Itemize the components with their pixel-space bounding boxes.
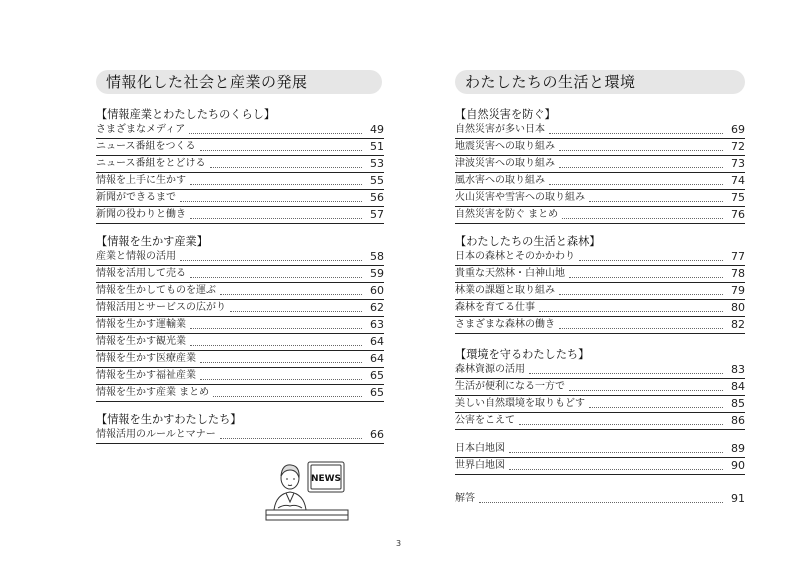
leader-dots bbox=[210, 167, 363, 168]
entry-title: 風水害への取り組み bbox=[455, 175, 545, 186]
toc-entry[interactable] bbox=[455, 413, 745, 430]
entry-title: 地震災害への取り組み bbox=[455, 141, 555, 152]
entry-page: 64 bbox=[370, 335, 384, 348]
entry-title: 貴重な天然林・白神山地 bbox=[455, 268, 565, 279]
toc-entry[interactable] bbox=[96, 351, 384, 368]
news-sign-text: NEWS bbox=[310, 474, 342, 484]
entry-page: 75 bbox=[731, 191, 745, 204]
toc-entry[interactable] bbox=[96, 385, 384, 402]
toc-entry[interactable] bbox=[455, 379, 745, 396]
toc-entry[interactable] bbox=[96, 334, 384, 351]
toc-entry[interactable] bbox=[455, 249, 745, 266]
entry-title: ニュース番組をつくる bbox=[96, 141, 196, 152]
entry-page: 83 bbox=[731, 363, 745, 376]
leader-dots bbox=[549, 133, 723, 134]
leader-dots bbox=[579, 260, 723, 261]
entry-page: 66 bbox=[370, 428, 384, 441]
toc-entry[interactable] bbox=[455, 207, 745, 224]
toc-entry[interactable] bbox=[455, 300, 745, 317]
left-section-1 bbox=[96, 107, 384, 224]
entry-title: 産業と情報の活用 bbox=[96, 251, 176, 262]
toc-entry[interactable] bbox=[455, 122, 745, 139]
entry-page: 57 bbox=[370, 208, 384, 221]
leader-dots bbox=[213, 396, 362, 397]
entry-title: 情報を生かす運輸業 bbox=[96, 319, 186, 330]
leader-dots bbox=[189, 133, 362, 134]
leader-dots bbox=[559, 328, 723, 329]
right-chapter-title: わたしたちの生活と環境 bbox=[455, 70, 745, 94]
toc-entry[interactable] bbox=[455, 283, 745, 300]
entry-page: 60 bbox=[370, 284, 384, 297]
right-section-maps bbox=[455, 441, 745, 475]
entry-title: 情報活用とサービスの広がり bbox=[96, 302, 226, 313]
toc-entry[interactable] bbox=[455, 156, 745, 173]
leader-dots bbox=[200, 150, 363, 151]
entry-title: 情報を生かす産業 まとめ bbox=[96, 387, 210, 398]
entry-page: 65 bbox=[370, 386, 384, 399]
leader-dots bbox=[539, 311, 723, 312]
entry-title: 情報を上手に生かす bbox=[96, 175, 186, 186]
entry-page: 64 bbox=[370, 352, 384, 365]
toc-entry[interactable] bbox=[455, 190, 745, 207]
entry-title: 情報活用のルールとマナー bbox=[96, 429, 216, 440]
leader-dots bbox=[230, 311, 362, 312]
toc-entry[interactable] bbox=[455, 266, 745, 283]
entry-title: 林業の課題と取り組み bbox=[455, 285, 555, 296]
left-chapter-title: 情報化した社会と産業の発展 bbox=[96, 70, 382, 94]
entry-page: 65 bbox=[370, 369, 384, 382]
news-anchor-illustration bbox=[264, 458, 350, 524]
leader-dots bbox=[190, 218, 362, 219]
toc-entry[interactable] bbox=[96, 266, 384, 283]
entry-page: 56 bbox=[370, 191, 384, 204]
entry-title: 火山災害や雪害への取り組み bbox=[455, 192, 585, 203]
entry-page: 77 bbox=[731, 250, 745, 263]
leader-dots bbox=[479, 502, 723, 503]
entry-title: 森林資源の活用 bbox=[455, 364, 525, 375]
leader-dots bbox=[559, 167, 723, 168]
toc-entry[interactable] bbox=[455, 173, 745, 190]
entry-title: 森林を育てる仕事 bbox=[455, 302, 535, 313]
section-heading: 【自然災害を防ぐ】 bbox=[455, 108, 556, 121]
page-number: 3 bbox=[396, 539, 402, 548]
entry-page: 84 bbox=[731, 380, 745, 393]
toc-entry[interactable] bbox=[455, 362, 745, 379]
leader-dots bbox=[569, 390, 723, 391]
toc-entry[interactable] bbox=[96, 300, 384, 317]
toc-entry[interactable] bbox=[96, 122, 384, 139]
entry-page: 51 bbox=[370, 140, 384, 153]
entry-page: 89 bbox=[731, 442, 745, 455]
left-section-2 bbox=[96, 234, 384, 402]
entry-page: 79 bbox=[731, 284, 745, 297]
entry-title: 情報を生かす医療産業 bbox=[96, 353, 196, 364]
section-heading: 【情報産業とわたしたちのくらし】 bbox=[96, 108, 276, 121]
entry-title: 日本の森林とそのかかわり bbox=[455, 251, 575, 262]
entry-page: 74 bbox=[731, 174, 745, 187]
leader-dots bbox=[180, 201, 362, 202]
leader-dots bbox=[190, 277, 362, 278]
entry-title: 津波災害への取り組み bbox=[455, 158, 555, 169]
entry-title: 情報を生かしてものを運ぶ bbox=[96, 285, 216, 296]
entry-page: 72 bbox=[731, 140, 745, 153]
leader-dots bbox=[519, 424, 723, 425]
entry-page: 90 bbox=[731, 459, 745, 472]
toc-entry[interactable] bbox=[96, 156, 384, 173]
leader-dots bbox=[569, 277, 723, 278]
entry-title: さまざまなメディア bbox=[96, 124, 186, 135]
entry-page: 73 bbox=[731, 157, 745, 170]
toc-entry[interactable] bbox=[96, 173, 384, 190]
toc-entry[interactable] bbox=[96, 207, 384, 224]
leader-dots bbox=[509, 452, 723, 453]
entry-page: 82 bbox=[731, 318, 745, 331]
entry-title: 情報を活用して売る bbox=[96, 268, 186, 279]
toc-entry[interactable] bbox=[455, 396, 745, 413]
leader-dots bbox=[562, 218, 723, 219]
entry-title: 生活が便利になる一方で bbox=[455, 381, 565, 392]
entry-page: 53 bbox=[370, 157, 384, 170]
entry-title: 公害をこえて bbox=[455, 415, 515, 426]
toc-entry[interactable] bbox=[96, 139, 384, 156]
entry-title: 自然災害を防ぐ まとめ bbox=[455, 209, 559, 220]
leader-dots bbox=[559, 150, 723, 151]
toc-entry[interactable] bbox=[96, 317, 384, 334]
toc-entry[interactable] bbox=[96, 190, 384, 207]
section-heading: 【環境を守るわたしたち】 bbox=[455, 348, 590, 361]
entry-title: 解答 bbox=[455, 493, 475, 504]
entry-page: 78 bbox=[731, 267, 745, 280]
entry-title: 美しい自然環境を取りもどす bbox=[455, 398, 585, 409]
leader-dots bbox=[220, 438, 362, 439]
toc-entry[interactable] bbox=[96, 249, 384, 266]
leader-dots bbox=[589, 201, 723, 202]
leader-dots bbox=[200, 362, 362, 363]
entry-page: 86 bbox=[731, 414, 745, 427]
entry-title: 新聞の役わりと働き bbox=[96, 209, 186, 220]
right-section-2 bbox=[455, 234, 745, 334]
right-section-3 bbox=[455, 347, 745, 430]
entry-title: ニュース番組をとどける bbox=[96, 158, 206, 169]
right-section-answers bbox=[455, 491, 745, 507]
entry-page: 85 bbox=[731, 397, 745, 410]
entry-page: 63 bbox=[370, 318, 384, 331]
leader-dots bbox=[190, 328, 362, 329]
entry-title: さまざまな森林の働き bbox=[455, 319, 555, 330]
leader-dots bbox=[549, 184, 723, 185]
leader-dots bbox=[190, 345, 362, 346]
toc-entry[interactable] bbox=[455, 458, 745, 475]
entry-page: 76 bbox=[731, 208, 745, 221]
leader-dots bbox=[180, 260, 362, 261]
toc-entry[interactable] bbox=[96, 368, 384, 385]
toc-entry[interactable] bbox=[455, 139, 745, 156]
toc-entry[interactable] bbox=[96, 283, 384, 300]
entry-page: 55 bbox=[370, 174, 384, 187]
entry-title: 世界白地図 bbox=[455, 460, 505, 471]
entry-page: 62 bbox=[370, 301, 384, 314]
leader-dots bbox=[220, 294, 362, 295]
entry-title: 日本白地図 bbox=[455, 443, 505, 454]
toc-entry[interactable] bbox=[455, 491, 745, 507]
entry-page: 91 bbox=[731, 492, 745, 505]
leader-dots bbox=[559, 294, 723, 295]
entry-page: 80 bbox=[731, 301, 745, 314]
section-heading: 【情報を生かすわたしたち】 bbox=[96, 413, 242, 426]
section-heading: 【わたしたちの生活と森林】 bbox=[455, 235, 601, 248]
leader-dots bbox=[529, 373, 723, 374]
toc-entry[interactable] bbox=[455, 441, 745, 458]
leader-dots bbox=[190, 184, 362, 185]
toc-entry[interactable] bbox=[96, 427, 384, 444]
entry-page: 59 bbox=[370, 267, 384, 280]
entry-title: 新聞ができるまで bbox=[96, 192, 176, 203]
section-heading: 【情報を生かす産業】 bbox=[96, 235, 208, 248]
leader-dots bbox=[589, 407, 723, 408]
toc-entry[interactable] bbox=[455, 317, 745, 334]
entry-title: 情報を生かす観光業 bbox=[96, 336, 186, 347]
entry-page: 69 bbox=[731, 123, 745, 136]
right-section-1 bbox=[455, 107, 745, 224]
leader-dots bbox=[509, 469, 723, 470]
entry-title: 情報を生かす福祉産業 bbox=[96, 370, 196, 381]
leader-dots bbox=[200, 379, 362, 380]
entry-page: 49 bbox=[370, 123, 384, 136]
left-section-3 bbox=[96, 412, 384, 444]
entry-page: 58 bbox=[370, 250, 384, 263]
entry-title: 自然災害が多い日本 bbox=[455, 124, 545, 135]
